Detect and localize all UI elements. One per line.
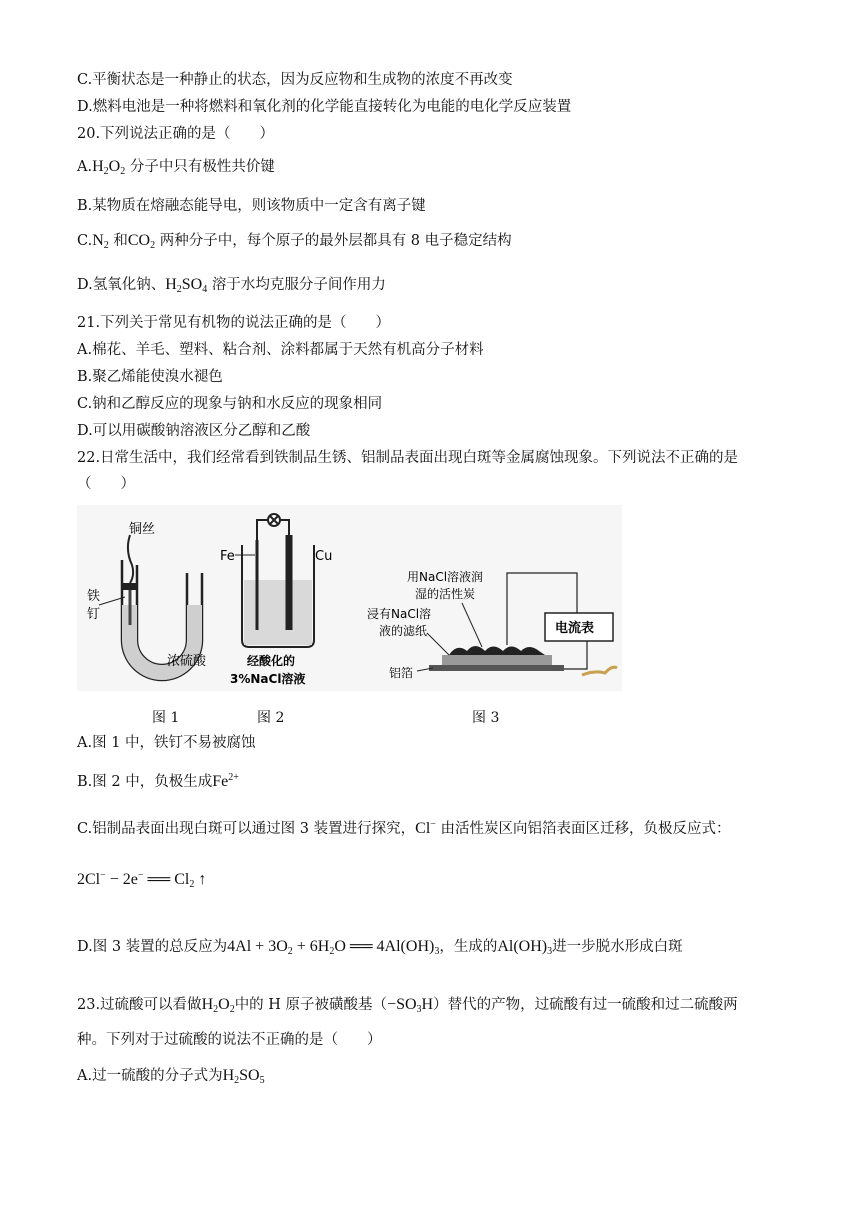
question-23-line-1: 23.过硫酸可以看做$H_2O_2$中的 H 原子被磺酸基$(-SO_3H)$替代的产物，过硫酸有过一硫酸和过二硫酸两 bbox=[77, 996, 738, 1015]
question-20-option-b: B.某物质在熔融态能导电，则该物质中一定含有离子键 bbox=[77, 198, 426, 214]
paper-label-2: 液的滤纸 bbox=[379, 624, 428, 638]
option-d-line: D.燃料电池是一种将燃料和氧化剂的化学能直接转化为电能的电化学反应装置 bbox=[77, 99, 572, 115]
question-20-option-d: D.氢氧化钠、$H_2SO_4$ 溶于水均克服分子间作用力 bbox=[77, 276, 386, 295]
question-22-equation: 2Cl− − 2e− ══ $Cl_2$ ↑ bbox=[77, 870, 207, 890]
question-21-option-d: D.可以用碳酸钠溶液区分乙醇和乙酸 bbox=[77, 423, 311, 439]
question-22-paren: （ ） bbox=[77, 476, 135, 492]
acid-label: 浓硫酸 bbox=[167, 654, 207, 669]
nail-label-1: 铁 bbox=[87, 589, 101, 604]
question-21-option-b: B.聚乙烯能使溴水褪色 bbox=[77, 369, 223, 385]
carbon-label-2: 湿的活性炭 bbox=[415, 587, 476, 601]
nail-label-2: 钉 bbox=[87, 607, 101, 622]
question-20-option-a: $A.H_2O_2$ 分子中只有极性共价键 bbox=[77, 158, 275, 177]
question-22-option-c: C.铝制品表面出现白斑可以通过图 3 装置进行探究，Cl− 由活性炭区向铝箔表面区迁移，负极反应式： bbox=[77, 819, 731, 837]
question-21-option-c: C.钠和乙醇反应的现象与钠和水反应的现象相同 bbox=[77, 396, 383, 412]
question-21: 21.下列关于常见有机物的说法正确的是（ ） bbox=[77, 315, 391, 331]
caption-figure-2: 图 2 bbox=[257, 710, 285, 726]
caption-figure-3: 图 3 bbox=[472, 710, 500, 726]
copper-wire bbox=[128, 535, 133, 583]
question-22-option-d: D.图 3 装置的总反应为$4Al + 3O_2 + 6H_2O$ ══ $4Al(OH)_3$，生成的$Al(OH)_3$进一步脱水形成白斑 bbox=[77, 938, 683, 957]
caption-figure-1: 图 1 bbox=[152, 710, 180, 726]
beaker-solution-label-1: 经酸化的 bbox=[247, 654, 296, 668]
figure-2-beaker bbox=[242, 514, 314, 647]
copper-wire-label: 铜丝 bbox=[129, 522, 156, 537]
beaker-solution-label-2: 3%NaCl溶液 bbox=[230, 672, 306, 686]
option-c-line: C.平衡状态是一种静止的状态，因为反应物和生成物的浓度不再改变 bbox=[77, 72, 513, 88]
question-20: 20.下列说法正确的是（ ） bbox=[77, 126, 275, 142]
foil-label: 铝箔 bbox=[389, 666, 414, 680]
question-23-line-2: 种。下列对于过硫酸的说法不正确的是（ ） bbox=[77, 1032, 382, 1048]
question-21-option-a: A.棉花、羊毛、塑料、粘合剂、涂料都属于天然有机高分子材料 bbox=[77, 342, 484, 358]
question-23-option-a: A.过一硫酸的分子式为$H_2SO_5$ bbox=[77, 1067, 265, 1086]
question-22-option-b: B.图 2 中，负极生成$Fe^{2+}$ bbox=[77, 772, 239, 790]
stopper bbox=[123, 583, 137, 590]
question-22: 22.日常生活中，我们经常看到铁制品生锈、铝制品表面出现白斑等金属腐蚀现象。下列说法不正确的是 bbox=[77, 450, 739, 466]
carbon-label-1: 用NaCl溶液润 bbox=[407, 570, 484, 584]
corrosion-figure bbox=[77, 505, 622, 691]
question-22-option-a: A.图 1 中，铁钉不易被腐蚀 bbox=[77, 735, 256, 751]
paper-label-1: 浸有NaCl溶 bbox=[367, 607, 432, 621]
fe-label: Fe bbox=[220, 549, 235, 564]
question-20-option-c: $C.N_2$ 和$CO_2$ 两种分子中，每个原子的最外层都具有 8 电子稳定结构 bbox=[77, 232, 512, 251]
cu-label: Cu bbox=[315, 549, 333, 564]
ammeter-label: 电流表 bbox=[555, 621, 595, 636]
